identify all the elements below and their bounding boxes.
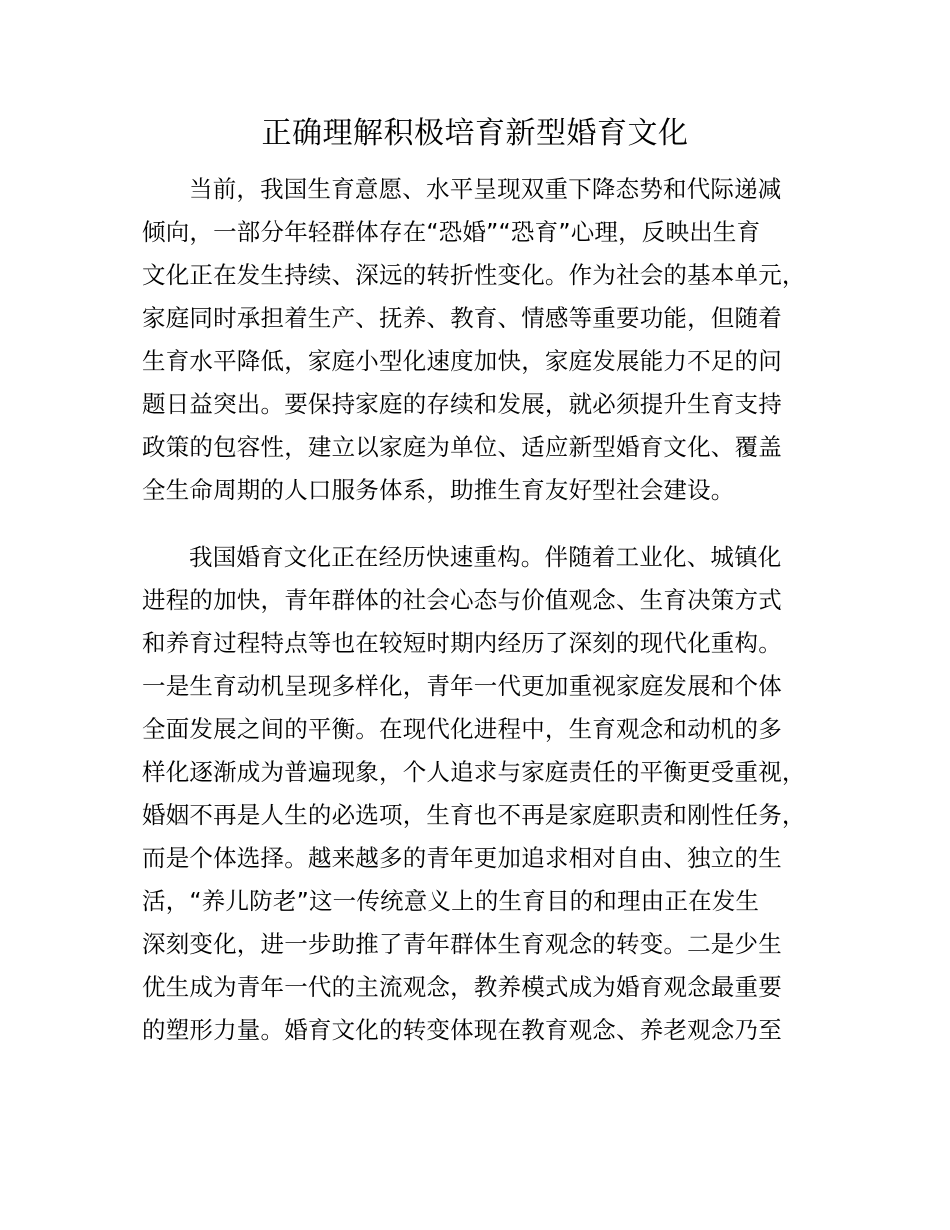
paragraph-gap <box>142 512 842 536</box>
text-line: 婚姻不再是人生的必选项，生育也不再是家庭职责和刚性任务， <box>142 801 806 829</box>
document-title: 正确理解积极培育新型婚育文化 <box>261 116 689 151</box>
text-line: 全生命周期的人口服务体系，助推生育友好型社会建设。 <box>142 476 735 504</box>
text-line: 全面发展之间的平衡。在现代化进程中，生育观念和动机的多 <box>142 715 782 743</box>
text-line: 当前，我国生育意愿、水平呈现双重下降态势和代际递减 <box>189 175 782 203</box>
text-line: 我国婚育文化正在经历快速重构。伴随着工业化、城镇化 <box>189 543 782 571</box>
text-line: 生育水平降低，家庭小型化速度加快，家庭发展能力不足的问 <box>142 347 782 375</box>
text-line: 政策的包容性，建立以家庭为单位、适应新型婚育文化、覆盖 <box>142 433 782 461</box>
text-line: 题日益突出。要保持家庭的存续和发展，就必须提升生育支持 <box>142 390 782 418</box>
text-line: 优生成为青年一代的主流观念，教养模式成为婚育观念最重要 <box>142 973 782 1001</box>
paragraph-2 <box>142 536 842 1052</box>
text-line: 活，“养儿防老”这一传统意义上的生育目的和理由正在发生 <box>142 887 760 915</box>
text-line: 一是生育动机呈现多样化，青年一代更加重视家庭发展和个体 <box>142 672 782 700</box>
paragraph-1 <box>142 168 842 512</box>
text-line: 样化逐渐成为普遍现象，个人追求与家庭责任的平衡更受重视， <box>142 758 806 786</box>
text-line: 家庭同时承担着生产、抚养、教育、情感等重要功能，但随着 <box>142 304 782 332</box>
text-line: 的塑形力量。婚育文化的转变体现在教育观念、养老观念乃至 <box>142 1016 782 1044</box>
text-line: 倾向，一部分年轻群体存在“恐婚”“恐育”心理，反映出生育 <box>142 218 761 246</box>
document-body <box>142 168 842 1052</box>
text-line: 和养育过程特点等也在较短时期内经历了深刻的现代化重构。 <box>142 629 782 657</box>
text-line: 深刻变化，进一步助推了青年群体生育观念的转变。二是少生 <box>142 930 782 958</box>
text-line: 进程的加快，青年群体的社会心态与价值观念、生育决策方式 <box>142 586 782 614</box>
text-line: 文化正在发生持续、深远的转折性变化。作为社会的基本单元， <box>142 261 806 289</box>
text-line: 而是个体选择。越来越多的青年更加追求相对自由、独立的生 <box>142 844 782 872</box>
